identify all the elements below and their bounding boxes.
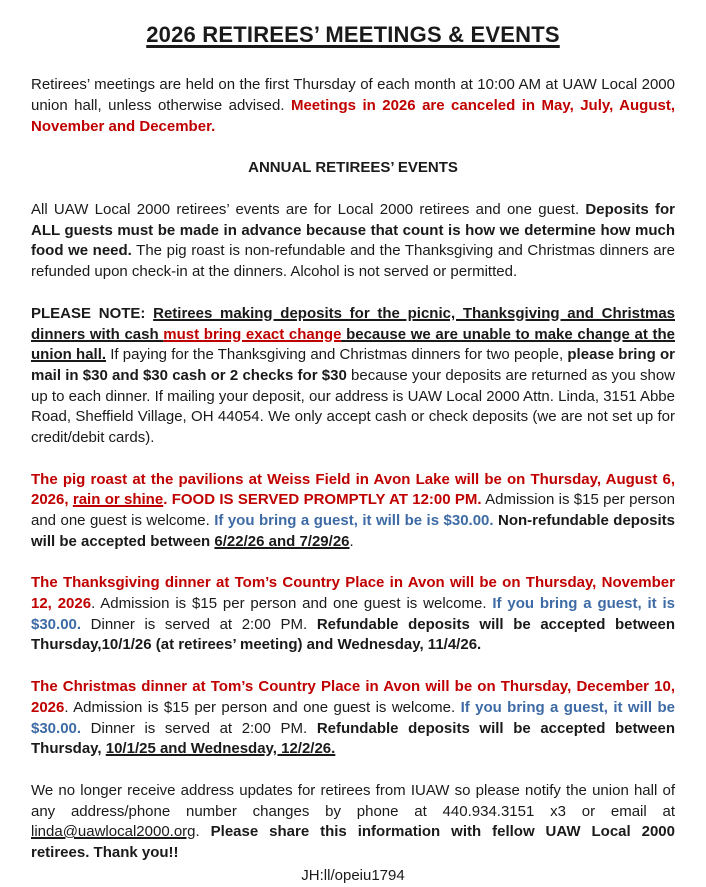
text-run: Retirees’ meetings are held on the first Thursday of each month at 10:00 AM at UAW Local 2000 union hall, unless otherwise advised. bbox=[31, 76, 675, 115]
text-run: Non-refundable deposits will be accepted between bbox=[31, 512, 675, 550]
text-run: All UAW Local 2000 retirees’ events are for Local 2000 retirees and one guest. bbox=[31, 201, 586, 219]
text-run: Refundable deposits will be accepted between Thursday,10/1/26 (at retirees’ meeting) and Wednesday, 11/4/26. bbox=[31, 615, 675, 654]
deposit-note-paragraph bbox=[31, 304, 675, 449]
text-run: must bring exact change bbox=[163, 325, 342, 343]
text-run: If you bring a guest, it is $30.00. bbox=[31, 595, 675, 633]
text-run: because your deposits are returned as you show up to each dinner. If mailing your deposit, our address is UAW Local 2000 Attn. Linda, 3151 Abbe Road, Sheffield Village, OH 44054. We only accept cash or check deposits (we are not set up for credit/debit cards). bbox=[31, 366, 675, 446]
annual-events-paragraph bbox=[31, 200, 675, 283]
text-run: rain or shine bbox=[72, 491, 164, 509]
text-run: please bring or mail in $30 and $30 cash or 2 checks for $30 bbox=[31, 346, 676, 384]
text-run: If you bring a guest, it will be $30.00. bbox=[31, 698, 675, 737]
text-run: because we are unable to make change at the union hall. bbox=[31, 325, 675, 364]
text-run: . Admission is $15 per person and one guest is welcome. bbox=[91, 595, 493, 613]
text-run: Dinner is served at 2:00 PM. bbox=[81, 719, 317, 737]
text-run: . bbox=[195, 823, 211, 841]
text-run: If paying for the Thanksgiving and Christmas dinners for two people, bbox=[106, 346, 568, 364]
text-run: If you bring a guest, it will be is $30.00. bbox=[214, 512, 494, 530]
text-run: Dinner is served at 2:00 PM. bbox=[81, 615, 317, 633]
text-run: The Thanksgiving dinner at Tom’s Country Place in Avon will be on Thursday, November 12, 2026 bbox=[31, 574, 675, 613]
text-run: The pig roast is non-refundable and the Thanksgiving and Christmas dinners are refunded upon check-in at the dinners. Alcohol is not served or permitted. bbox=[31, 242, 675, 281]
text-run: Please share this information with fellow UAW Local 2000 retirees. Thank you!! bbox=[31, 823, 675, 861]
thanksgiving-paragraph bbox=[31, 573, 675, 656]
text-run: 10/1/25 and Wednesday, 12/2/26. bbox=[105, 740, 336, 758]
text-run: PLEASE NOTE: bbox=[31, 304, 154, 322]
pig-roast-paragraph bbox=[31, 470, 675, 553]
text-run: We no longer receive address updates for retirees from IUAW so please notify the union hall of any address/phone number changes by phone at 440.934.3151 x3 or email at bbox=[31, 781, 675, 820]
text-run: The pig roast at the pavilions at Weiss Field in Avon Lake will be on Thursday, August 6, 2026, bbox=[31, 470, 675, 509]
text-run: . bbox=[163, 491, 172, 509]
text-run: Meetings in 2026 are canceled in May, July, August, November and December. bbox=[31, 97, 676, 135]
email-link[interactable]: linda@uawlocal2000.org bbox=[31, 823, 196, 841]
christmas-paragraph bbox=[31, 677, 675, 760]
text-run: Refundable deposits will be accepted between Thursday, bbox=[31, 719, 675, 758]
document-title: 2026 RETIREES’ MEETINGS & EVENTS bbox=[146, 22, 560, 47]
document-code: JH:ll/opeiu1794 bbox=[301, 866, 405, 884]
annual-events-heading: ANNUAL RETIREES’ EVENTS bbox=[248, 159, 458, 177]
intro-paragraph bbox=[31, 75, 675, 137]
text-run: The Christmas dinner at Tom’s Country Place in Avon will be on Thursday, December 10, 2026 bbox=[31, 678, 675, 716]
text-run: . bbox=[349, 532, 354, 550]
contact-paragraph bbox=[31, 781, 675, 864]
text-run: 6/22/26 and 7/29/26 bbox=[214, 532, 350, 550]
text-run: Retirees making deposits for the picnic, Thanksgiving and Christmas dinners with cash bbox=[31, 304, 675, 343]
text-run: Admission is $15 per person and one guest is welcome. bbox=[31, 491, 675, 530]
text-run: FOOD IS SERVED PROMPTLY AT 12:00 PM. bbox=[171, 491, 482, 509]
text-run: Deposits for ALL guests must be made in advance because that count is how we determine how much food we need. bbox=[31, 201, 675, 260]
text-run: . Admission is $15 per person and one guest is welcome. bbox=[64, 698, 461, 716]
